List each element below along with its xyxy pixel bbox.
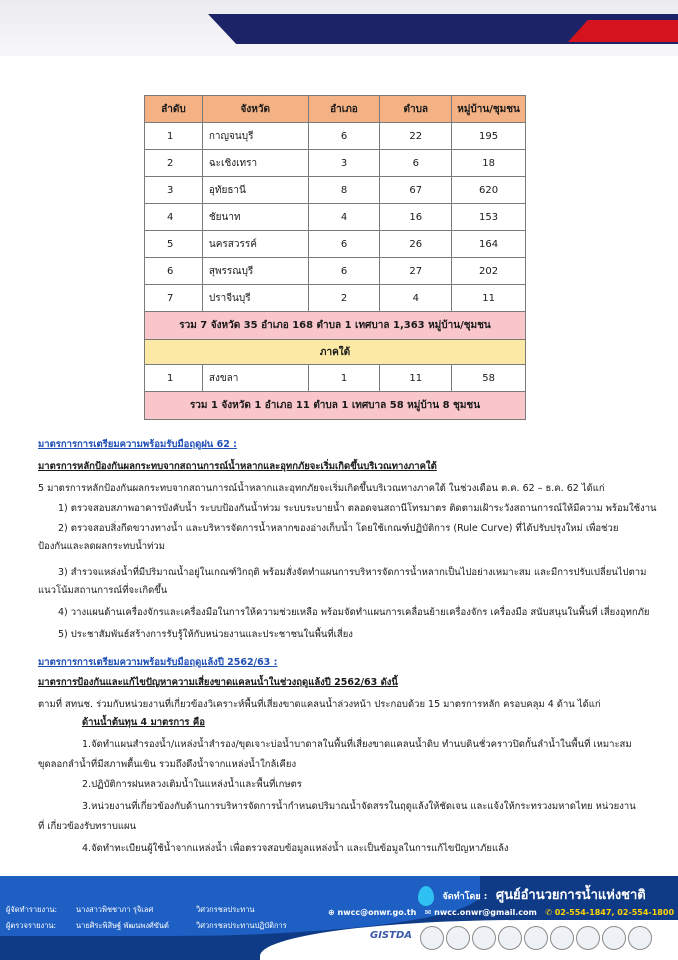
table-row: [145, 365, 526, 392]
top-header-band: [0, 0, 678, 56]
header-district: อำเภอ: [308, 96, 380, 123]
cell-district: 2: [308, 285, 380, 312]
rainy-season-heading: มาตรการการเตรียมความพร้อมรับมือฤดูฝน 62 :: [38, 439, 237, 450]
cell-district: 6: [308, 231, 380, 258]
cell-village: 153: [452, 204, 526, 231]
table-header-row: [145, 96, 526, 123]
cell-village: 195: [452, 123, 526, 150]
dry-season-subheading: มาตรการป้องกันและแก้ไขปัญหาความเสี่ยงขาดแคลนน้ำในช่วงฤดูแล้งปี 2562/63 ดังนี้: [38, 677, 398, 688]
cell-subdistrict: 22: [380, 123, 452, 150]
table-row: [145, 123, 526, 150]
cell-province: สงขลา: [202, 365, 308, 392]
dry-measure-1-cont: ขุดลอกลำน้ำที่มีสภาพตื้นเขิน รวมถึงดึงน้ำจากแหล่งน้ำใกล้เคียง: [38, 759, 297, 770]
table-row: [145, 204, 526, 231]
organization-name: ศูนย์อำนวยการน้ำแห่งชาติ: [495, 888, 646, 903]
reviewer-name: นายศิระพิสิษฐ์ พัฒนพงศ์ขันต์: [76, 921, 169, 930]
dry-season-intro: ตามที่ สทนช. ร่วมกับหน่วยงานที่เกี่ยวข้องวิเคราะห์พื้นที่เสี่ยงขาดแคลนน้ำล่วงหน้า ประกอบด้วย 15 มาตรการหลัก ครอบคลุม 4 ด้าน ได้แก่: [38, 699, 601, 710]
cell-order: 6: [145, 258, 203, 285]
cell-subdistrict: 67: [380, 177, 452, 204]
partner-logo-icon: [420, 926, 444, 950]
rainy-measure-3: 3) สำรวจแหล่งน้ำที่มีปริมาณน้ำอยู่ในเกณฑ์วิกฤติ พร้อมสั่งจัดทำแผนการบริหารจัดการน้ำหลากเป็นไปอย่างเหมาะสม และมีการปรับเปลี่ยนไปตาม: [58, 567, 647, 578]
header-village: หมู่บ้าน/ชุมชน: [452, 96, 526, 123]
cell-province: ชัยนาท: [202, 204, 308, 231]
cell-village: 620: [452, 177, 526, 204]
writer-role: วิศวกรชลประทาน: [196, 905, 255, 914]
header-province: จังหวัด: [202, 96, 308, 123]
dry-measure-3: 3.หน่วยงานที่เกี่ยวข้องกับด้านการบริหารจัดการน้ำกำหนดปริมาณน้ำจัดสรรในฤดูแล้งให้ชัดเจน และแจ้งให้กระทรวงมหาดไทย หน่วยงาน: [82, 801, 636, 812]
cell-order: 7: [145, 285, 203, 312]
header-subdistrict: ตำบล: [380, 96, 452, 123]
cell-province: ปราจีนบุรี: [202, 285, 308, 312]
cell-province: สุพรรณบุรี: [202, 258, 308, 285]
cell-subdistrict: 6: [380, 150, 452, 177]
partner-logo-icon: [550, 926, 574, 950]
region-row-south: [145, 340, 526, 365]
dry-measure-3-cont: ที่ เกี่ยวข้องรับทราบแผน: [38, 821, 137, 832]
cell-subdistrict: 11: [380, 365, 452, 392]
footer-brand: [418, 884, 668, 910]
website-text: nwcc@onwr.go.th: [337, 908, 417, 917]
cell-order: 3: [145, 177, 203, 204]
cell-village: 202: [452, 258, 526, 285]
cell-district: 4: [308, 204, 380, 231]
phone-icon: ✆: [545, 908, 552, 917]
cell-village: 11: [452, 285, 526, 312]
rainy-season-subheading: มาตรการหลักป้องกันผลกระทบจากสถานการณ์น้ำหลากและอุทกภัยจะเริ่มเกิดขึ้นบริเวณทางภาคใต้: [38, 461, 437, 472]
dry-measure-1: 1.จัดทำแผนสำรองน้ำ/แหล่งน้ำสำรอง/ขุดเจาะบ่อน้ำบาดาลในพื้นที่เสี่ยงขาดแคลนน้ำดิบ ทำนบดินชั่วคราวปิดกั้นลำน้ำในพื้นที่ เหมาะสม: [82, 739, 632, 750]
dry-season-heading: มาตรการการเตรียมความพร้อมรับมือฤดูแล้งปี 2562/63 :: [38, 657, 278, 668]
table-row: [145, 285, 526, 312]
total-central-text: รวม 7 จังหวัด 35 อำเภอ 168 ตำบล 1 เทศบาล 1,363 หมู่บ้าน/ชุมชน: [145, 312, 526, 340]
partner-logo-icon: [498, 926, 522, 950]
table-row: [145, 231, 526, 258]
cell-district: 3: [308, 150, 380, 177]
total-row-central: [145, 312, 526, 340]
cell-subdistrict: 4: [380, 285, 452, 312]
email-text: nwcc.onwr@gmail.com: [434, 908, 537, 917]
cell-village: 18: [452, 150, 526, 177]
rainy-measure-2-cont: ป้องกันและลดผลกระทบน้ำท่วม: [38, 541, 165, 552]
total-row-south: [145, 392, 526, 420]
reviewer-role: วิศวกรชลประทานปฏิบัติการ: [196, 921, 287, 930]
cell-order: 1: [145, 365, 203, 392]
rainy-season-intro: 5 มาตรการหลักป้องกันผลกระทบจากสถานการณ์น้ำหลากและอุทกภัยจะเริ่มเกิดขึ้นบริเวณทางภาคใต้ ในช่วงเดือน ต.ค. 62 – ธ.ค. 62 ได้แก่: [38, 483, 605, 494]
province-table: [144, 95, 526, 420]
partner-logo-icon: [576, 926, 600, 950]
rainy-measure-1: 1) ตรวจสอบสภาพอาคารบังคับน้ำ ระบบป้องกันน้ำท่วม ระบบระบายน้ำ ตลอดจนสถานีโทรมาตร ติดตามเฝ้าระวังสถานการณ์ให้มีความ พร้อมใช้งาน: [58, 503, 657, 514]
region-south-label: ภาคใต้: [145, 340, 526, 365]
cell-province: อุทัยธานี: [202, 177, 308, 204]
partner-logo-icon: [628, 926, 652, 950]
cell-order: 4: [145, 204, 203, 231]
globe-icon: ⊕: [328, 908, 335, 917]
dry-measure-4: 4.จัดทำทะเบียนผู้ใช้น้ำจากแหล่งน้ำ เพื่อตรวจสอบข้อมูลแหล่งน้ำ และเป็นข้อมูลในการแก้ไขปัญหาภัยแล้ง: [82, 843, 509, 854]
table-row: [145, 150, 526, 177]
cell-district: 6: [308, 123, 380, 150]
cell-order: 5: [145, 231, 203, 258]
cell-district: 1: [308, 365, 380, 392]
phone-text: 02-554-1847, 02-554-1800: [554, 908, 675, 917]
partner-logo-icon: [446, 926, 470, 950]
partner-logo-icon: [524, 926, 548, 950]
mail-icon: ✉: [424, 908, 432, 917]
water-supply-heading: ด้านน้ำต้นทุน 4 มาตรการ คือ: [82, 717, 205, 728]
page-footer: [0, 876, 678, 960]
cell-province: ฉะเชิงเทรา: [202, 150, 308, 177]
cell-order: 2: [145, 150, 203, 177]
cell-village: 58: [452, 365, 526, 392]
gistda-logo: GISTDA: [370, 930, 412, 941]
writer-label: ผู้จัดทำรายงาน:: [6, 905, 57, 914]
rainy-measure-4: 4) วางแผนด้านเครื่องจักรและเครื่องมือในการให้ความช่วยเหลือ พร้อมจัดทำแผนการเคลื่อนย้ายเครื่องจักร เครื่องมือ สนับสนุนในพื้นที่ เสี่ยงอุทกภัย: [58, 607, 650, 618]
cell-district: 6: [308, 258, 380, 285]
partner-logo-icon: [602, 926, 626, 950]
cell-subdistrict: 26: [380, 231, 452, 258]
footer-contact: [328, 908, 674, 917]
made-by-label: จัดทำโดย :: [442, 892, 488, 902]
dry-measure-2: 2.ปฏิบัติการฝนหลวงเติมน้ำในแหล่งน้ำและพื้นที่เกษตร: [82, 779, 302, 790]
table-row: [145, 177, 526, 204]
cell-province: กาญจนบุรี: [202, 123, 308, 150]
cell-subdistrict: 16: [380, 204, 452, 231]
header-order: ลำดับ: [145, 96, 203, 123]
total-south-text: รวม 1 จังหวัด 1 อำเภอ 11 ตำบล 1 เทศบาล 58 หมู่บ้าน 8 ชุมชน: [145, 392, 526, 420]
cell-subdistrict: 27: [380, 258, 452, 285]
cell-province: นครสวรรค์: [202, 231, 308, 258]
cell-district: 8: [308, 177, 380, 204]
table-row: [145, 258, 526, 285]
writer-name: นางสาวพิชชาภา รุจิเลศ: [76, 905, 154, 914]
rainy-measure-2: 2) ตรวจสอบสิ่งกีดขวางทางน้ำ และบริหารจัดการน้ำหลากของอ่างเก็บน้ำ โดยใช้เกณฑ์ปฏิบัติการ (Rule Curve) ที่ได้ปรับปรุงใหม่ เพื่อช่วย: [58, 523, 619, 534]
rainy-measure-3-cont: แนวโน้มสถานการณ์ที่จะเกิดขึ้น: [38, 585, 168, 596]
reviewer-label: ผู้ตรวจรายงาน:: [6, 921, 57, 930]
cell-order: 1: [145, 123, 203, 150]
partner-logo-icon: [472, 926, 496, 950]
cell-village: 164: [452, 231, 526, 258]
water-drop-icon: [418, 886, 434, 906]
partner-logos: [370, 926, 670, 952]
rainy-measure-5: 5) ประชาสัมพันธ์สร้างการรับรู้ให้กับหน่วยงานและประชาชนในพื้นที่เสี่ยง: [58, 629, 353, 640]
